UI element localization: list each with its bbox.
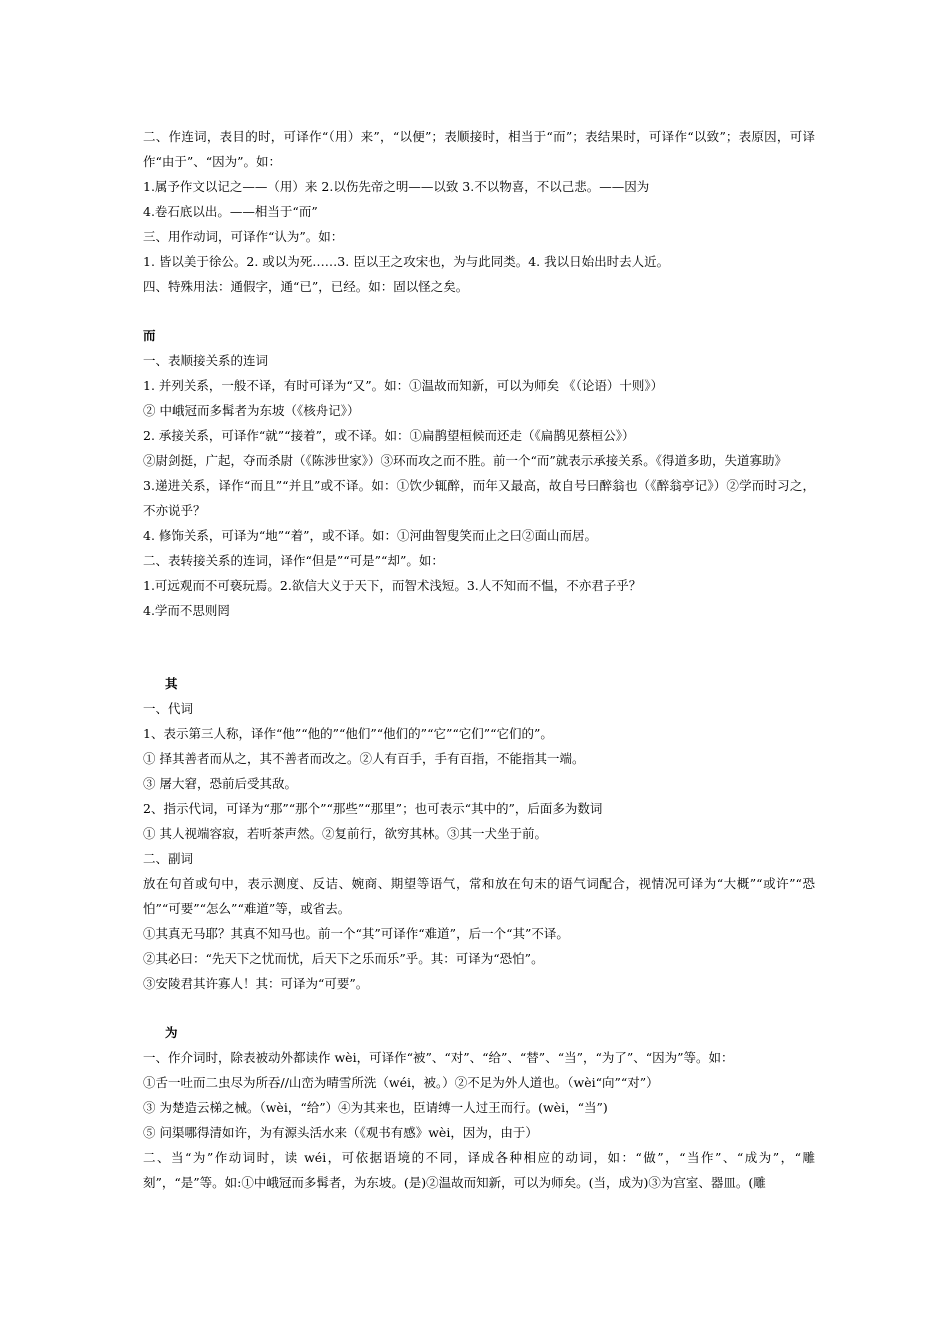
paragraph: 1. 并列关系，一般不译，有时可译为“又”。如：①温故而知新，可以为师矣 《（论语）十则》） [143,378,664,393]
paragraph: ②其必曰：“先天下之忧而忧，后天下之乐而乐”乎。其：可译为“恐怕”。 [143,951,544,966]
paragraph: 1.属予作文以记之——（用）来 2.以伤先帝之明——以致 3.不以物喜，不以己悲。——因为 [143,179,650,194]
paragraph: 二、当“为”作动词时，读 wéi，可依据语境的不同，译成各种相应的动词，如：“做”，“当作”、“成为”，“雕刻”，“是”等。如:①中峨冠而多髯者，为东坡。(是)②温故而知新，可以为师矣。(当，成为)③为宫室、器皿。(雕 [143,1150,815,1190]
paragraph: 一、代词 [143,701,194,716]
paragraph: 一、作介词时，除表被动外都读作 wèi，可译作“被”、“对”、“给”、“替”、“当”，“为了”、“因为”等。如： [143,1050,734,1065]
paragraph: ③ 为楚造云梯之械。（wèi，“给”）④为其来也，臣请缚一人过王而行。(wèi，“当”) [143,1100,608,1115]
paragraph: 二、作连词，表目的时，可译作“（用）来”，“以便”；表顺接时，相当于“而”；表结果时，可译作“以致”；表原因，可译作“由于”、“因为”。如： [143,129,815,169]
paragraph: ① 择其善者而从之，其不善者而改之。②人有百手，手有百指，不能指其一端。 [143,751,585,766]
paragraph: ①其真无马耶？其真不知马也。前一个“其”可译作“难道”，后一个“其”不译。 [143,926,569,941]
section-heading: 而 [143,328,156,343]
paragraph: 一、表顺接关系的连词 [143,353,269,368]
paragraph: 放在句首或句中，表示测度、反诘、婉商、期望等语气，常和放在句末的语气词配合，视情况可译为“大概”“或许”“恐怕”“可要”“怎么”“难道”等，或省去。 [143,876,815,916]
paragraph: 四、特殊用法：通假字，通“已”，已经。如：固以怪之矣。 [143,279,469,294]
section-yi [143,124,815,299]
paragraph: ①舌一吐而二虫尽为所吞//山峦为晴雪所洗（wéi，被。）②不足为外人道也。（wèi“向”“对”） [143,1075,659,1090]
paragraph: 1.可远观而不可亵玩焉。2.欲信大义于天下，而智术浅短。3.人不知而不愠，不亦君子乎？ [143,578,642,593]
paragraph: 4. 修饰关系，可译为“地”“着”，或不译。如：①河曲智叟笑而止之曰②面山而居。 [143,528,597,543]
paragraph: 1、表示第三人称，译作“他”“他的”“他们”“他们的”“它”“它们”“它们的”。 [143,726,553,741]
section-er [143,323,815,623]
paragraph: 3.递进关系，译作“而且”“并且”或不译。如：①饮少辄醉，而年又最高，故自号曰醉翁也（《醉翁亭记》）②学而时习之，不亦说乎？ [143,478,815,518]
section-heading: 为 [165,1025,178,1040]
paragraph: ① 其人视端容寂，若听茶声然。②复前行，欲穷其林。③其一犬坐于前。 [143,826,547,841]
paragraph: ②尉剑挺，广起，夺而杀尉（《陈涉世家》）③环而攻之而不胜。前一个“而”就表示承接关系。《得道多助，失道寡助》 [143,453,788,468]
paragraph: ⑤ 问渠哪得清如许，为有源头活水来（《观书有感》wèi，因为，由于） [143,1125,538,1140]
section-heading: 其 [165,676,178,691]
paragraph: 2、指示代词，可译为“那”“那个”“那些”“那里”；也可表示“其中的”，后面多为数词 [143,801,603,816]
paragraph: 4.卷石底以出。——相当于“而” [143,204,318,219]
paragraph: ③安陵君其许寡人！其：可译为“可要”。 [143,976,369,991]
paragraph: ③ 屠大窘，恐前后受其敌。 [143,776,297,791]
paragraph: 2. 承接关系，可译作“就”“接着”，或不译。如：①扁鹊望桓候而还走（《扁鹊见蔡桓公》） [143,428,635,443]
section-wei [143,1020,815,1195]
paragraph: 三、用作动词，可译作“认为”。如： [143,229,344,244]
paragraph: 1. 皆以美于徐公。2. 或以为死……3. 臣以王之攻宋也，为与此同类。4. 我以日始出时去人近。 [143,254,670,269]
paragraph: 二、表转接关系的连词，译作“但是”“可是”“却”。如： [143,553,444,568]
paragraph: ② 中峨冠而多髯者为东坡（《核舟记》） [143,403,360,418]
paragraph: 二、副词 [143,851,194,866]
section-qi [143,671,815,996]
paragraph: 4.学而不思则罔 [143,603,230,618]
